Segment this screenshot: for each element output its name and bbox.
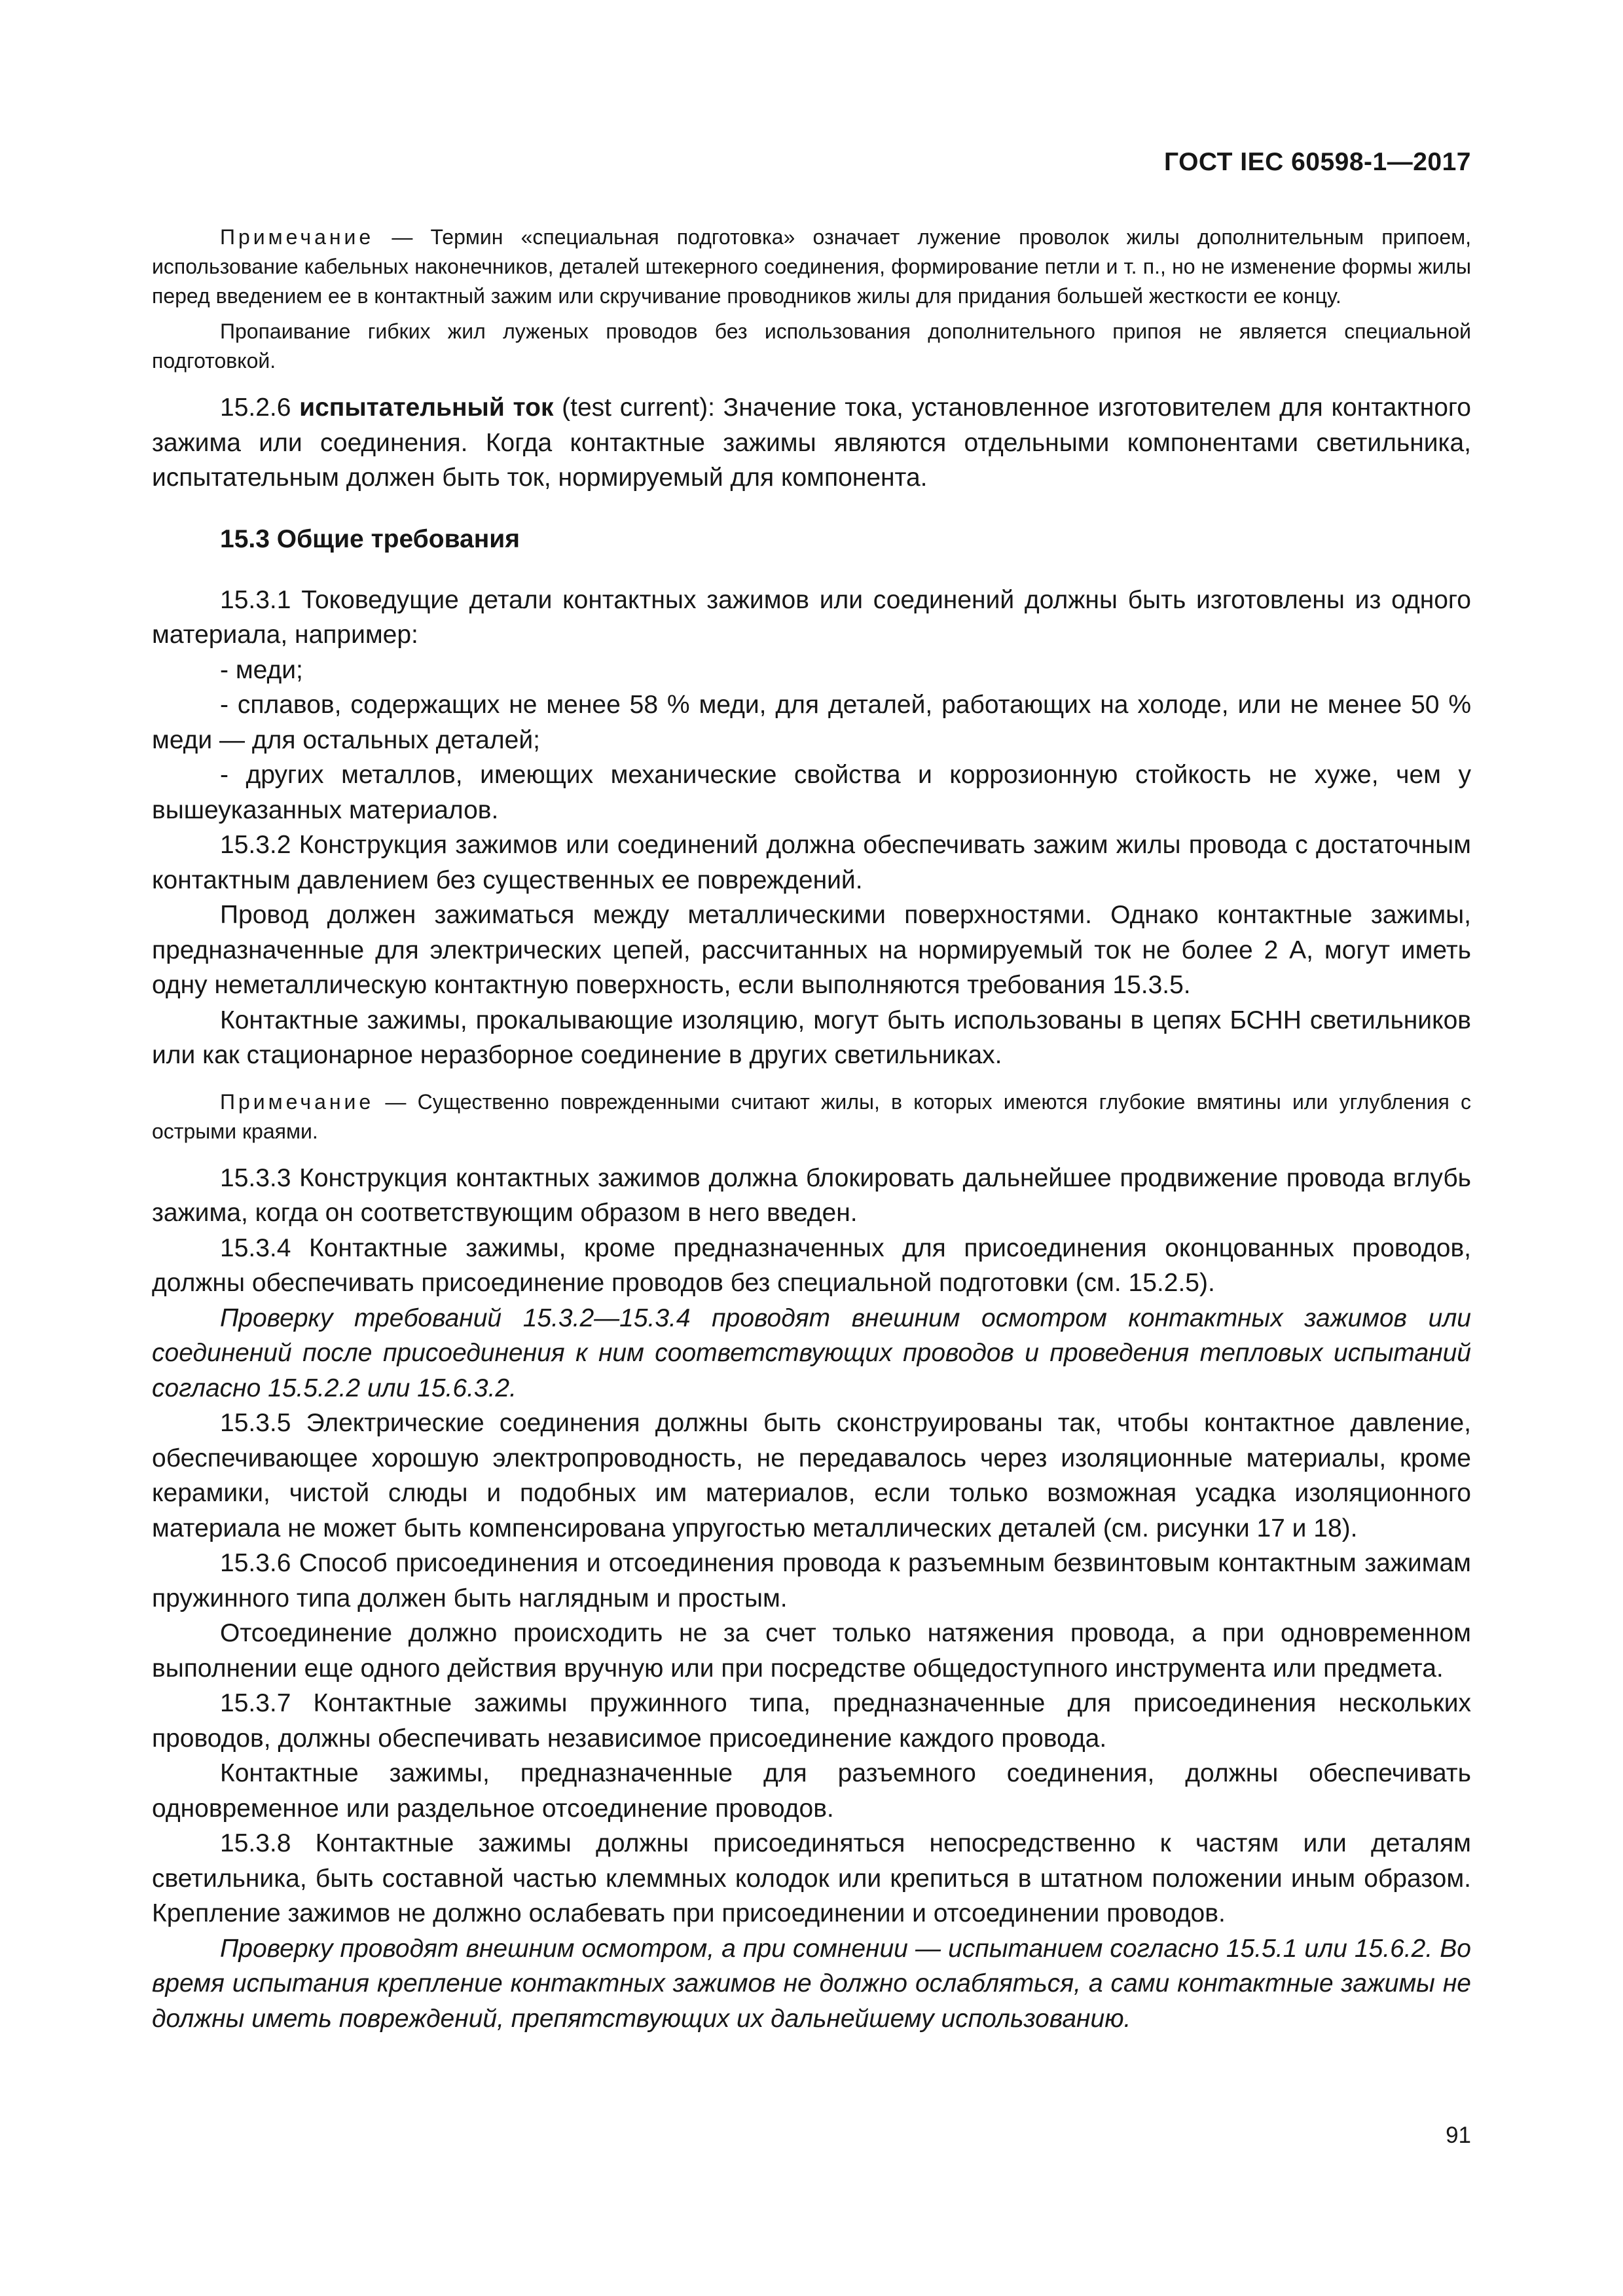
clause-15-3-2-paragraph: Контактные зажимы, прокалывающие изоляцию, могут быть использованы в цепях БСНН светильников или как стационарное неразборное соединение в других светильниках.	[152, 1006, 1471, 1069]
note-text: — Существенно поврежденными считают жилы, в которых имеются глубокие вмятины или углубления с острыми краями.	[152, 1089, 1471, 1143]
note-label: Примечание	[220, 1089, 374, 1114]
clause-15-3-5: 15.3.5 Электрические соединения должны быть сконструированы так, чтобы контактное давление, обеспечивающее хорошую электропроводность, не передавалось через изоляционные материалы, кроме керамики, чистой слюды и подобных им материалов, если только возможная усадка изоляционного материала не может быть компенсирована упругостью металлических деталей (см. рисунки 17 и 18).	[152, 1409, 1471, 1542]
list-item: - сплавов, содержащих не менее 58 % меди, для деталей, работающих на холоде, или не менее 50 % меди — для остальных деталей;	[152, 691, 1471, 754]
section-heading: 15.3 Общие требования	[220, 524, 520, 553]
list-item: - меди;	[220, 655, 303, 684]
document-header: ГОСТ IEC 60598-1—2017	[1163, 148, 1471, 176]
clause-number: 15.2.6	[220, 393, 300, 422]
term-definition: (test current): Значение тока, установленное изготовителем для контактного зажима или соединения. Когда контактные зажимы являются отдельными компонентами светильника, испытательным должен быть ток, нормируемый для компонента.	[152, 393, 1471, 492]
clause-15-2-6	[152, 390, 1471, 496]
clause-15-3-4: 15.3.4 Контактные зажимы, кроме предназначенных для присоединения оконцованных проводов, должны обеспечивать присоединение проводов без специальной подготовки (см. 15.2.5).	[152, 1233, 1471, 1297]
verification-paragraph: Проверку проводят внешним осмотром, а при сомнении — испытанием согласно 15.5.1 или 15.6.2. Во время испытания крепление контактных зажимов не должно ослабляться, а сами контактные зажимы не должны иметь повреждений, препятствующих их дальнейшему использованию.	[152, 1934, 1471, 2033]
page-number: 91	[1446, 2123, 1471, 2148]
note-text: — Термин «специальная подготовка» означает лужение проволок жилы дополнительным припоем, использование кабельных наконечников, деталей штекерного соединения, формирование петли и т. п., но не изменение формы жилы перед введением ее в контактный зажим или скручивание проводников жилы для придания большей жесткости ее концу.	[152, 225, 1471, 308]
verification-paragraph: Проверку требований 15.3.2—15.3.4 проводят внешним осмотром контактных зажимов или соединений после присоединения к ним соответствующих проводов и проведения тепловых испытаний согласно 15.5.2.2 или 15.6.3.2.	[152, 1303, 1471, 1402]
clause-15-3-7: 15.3.7 Контактные зажимы пружинного типа, предназначенные для присоединения нескольких проводов, должны обеспечивать независимое присоединение каждого провода.	[152, 1689, 1471, 1753]
term-name: испытательный ток	[299, 393, 554, 422]
note-paragraph-continued: Пропаивание гибких жил луженых проводов без использования дополнительного припоя не является специальной подготовкой.	[152, 319, 1471, 373]
clause-15-3-2: 15.3.2 Конструкция зажимов или соединений должна обеспечивать зажим жилы провода с достаточным контактным давлением без существенных ее повреждений.	[152, 831, 1471, 894]
note-label: Примечание	[220, 225, 374, 249]
clause-15-3-8: 15.3.8 Контактные зажимы должны присоединяться непосредственно к частям или деталям светильника, быть составной частью клеммных колодок или крепиться в штатном положении иным образом. Крепление зажимов не должно ослабевать при присоединении и отсоединении проводов.	[152, 1829, 1471, 1927]
clause-15-3-1: 15.3.1 Токоведущие детали контактных зажимов или соединений должны быть изготовлены из одного материала, например:	[152, 585, 1471, 649]
clause-15-3-7-paragraph: Контактные зажимы, предназначенные для разъемного соединения, должны обеспечивать одновременное или раздельное отсоединение проводов.	[152, 1759, 1471, 1823]
list-item: - других металлов, имеющих механические свойства и коррозионную стойкость не хуже, чем у вышеуказанных материалов.	[152, 761, 1471, 824]
clause-15-3-6: 15.3.6 Способ присоединения и отсоединения провода к разъемным безвинтовым контактным зажимам пружинного типа должен быть наглядным и простым.	[152, 1549, 1471, 1613]
clause-15-3-3: 15.3.3 Конструкция контактных зажимов должна блокировать дальнейшее продвижение провода вглубь зажима, когда он соответствующим образом в него введен.	[152, 1163, 1471, 1227]
clause-15-3-2-paragraph: Провод должен зажиматься между металлическими поверхностями. Однако контактные зажимы, предназначенные для электрических цепей, рассчитанных на нормируемый ток не более 2 А, могут иметь одну неметаллическую контактную поверхность, если выполняются требования 15.3.5.	[152, 901, 1471, 999]
note-paragraph	[152, 223, 1471, 311]
clause-15-3-6-paragraph: Отсоединение должно происходить не за счет только натяжения провода, а при одновременном выполнении еще одного действия вручную или при посредстве общедоступного инструмента или предмета.	[152, 1619, 1471, 1683]
document-body	[152, 223, 1471, 2036]
note-paragraph	[152, 1087, 1471, 1146]
